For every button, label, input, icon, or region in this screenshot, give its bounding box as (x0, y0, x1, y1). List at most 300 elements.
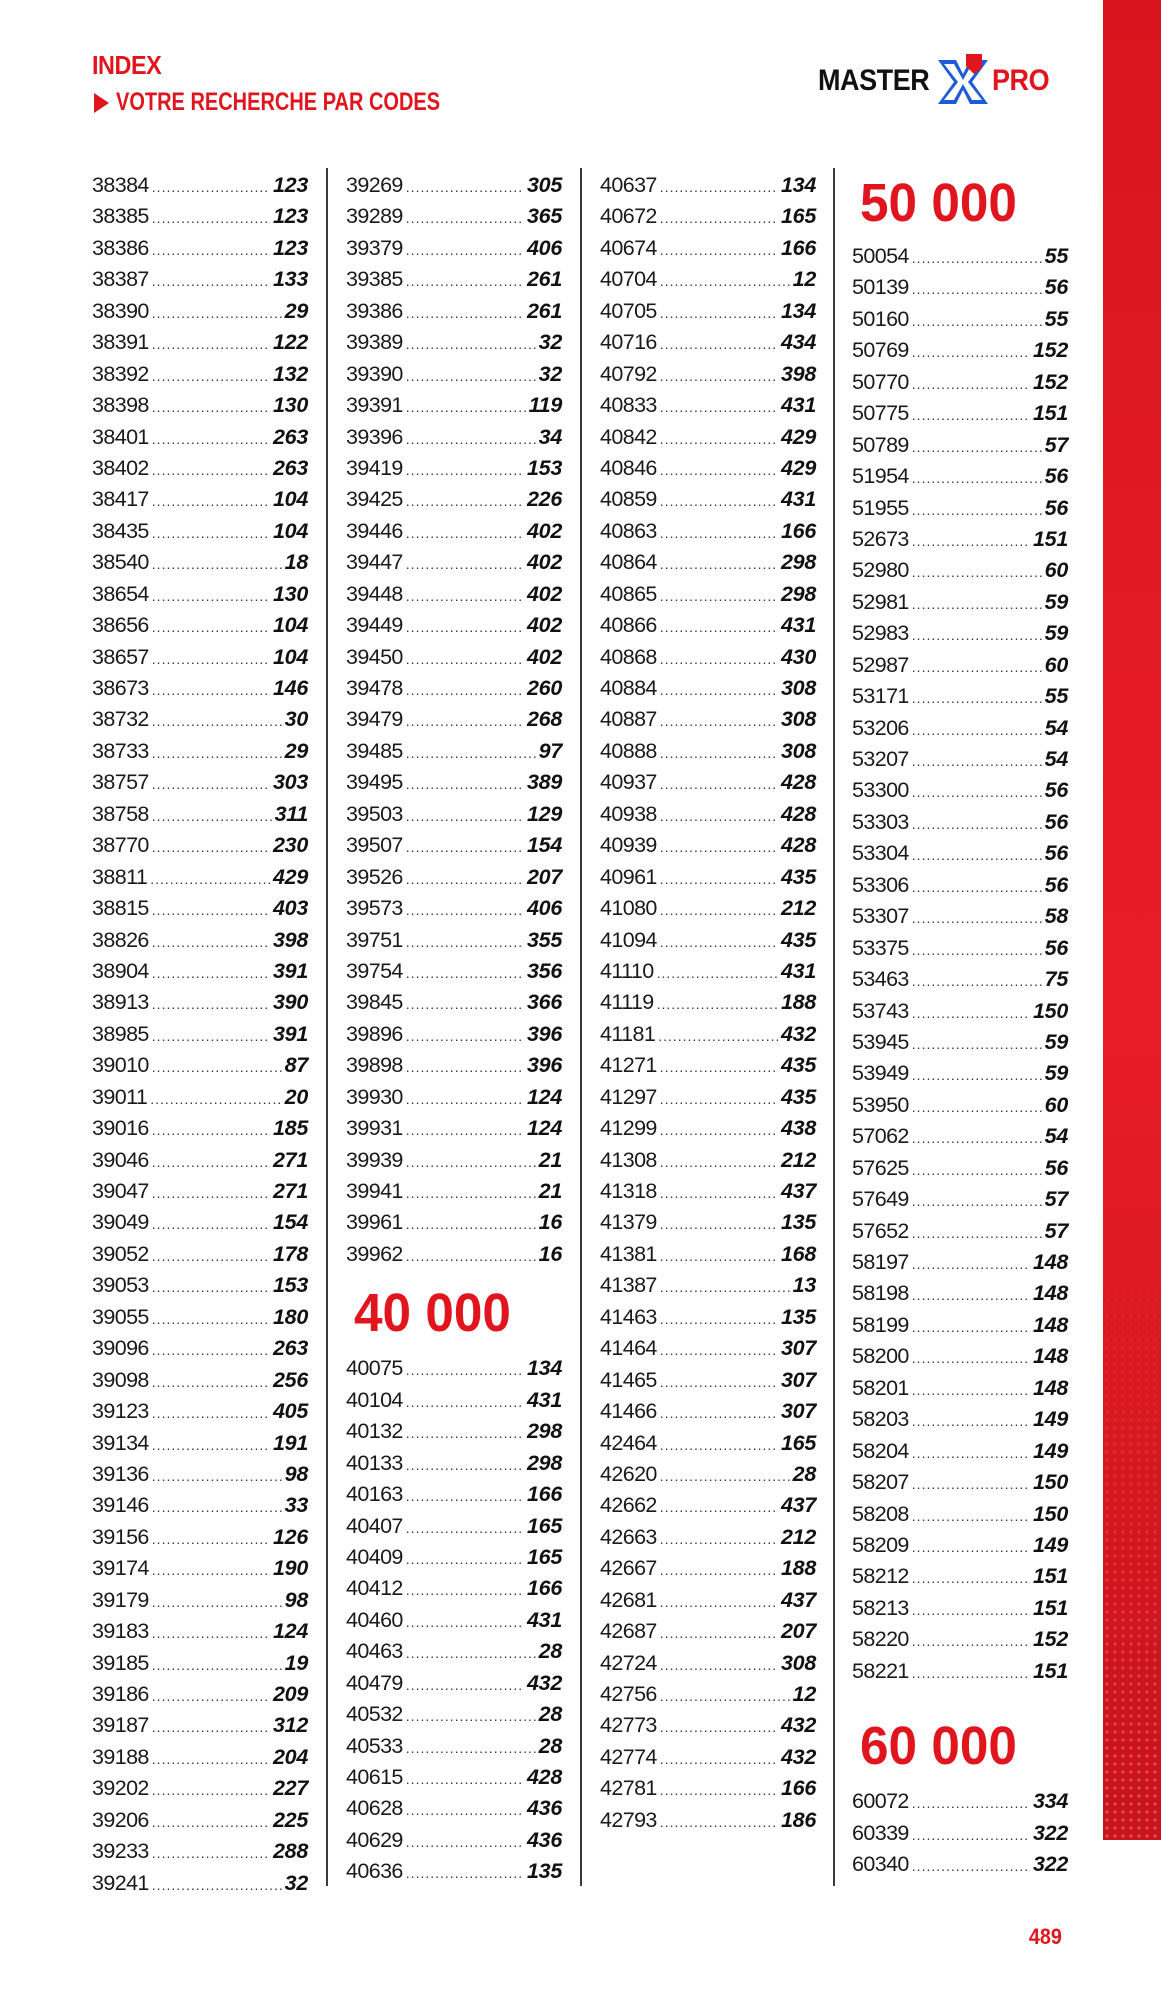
index-entry (92, 1459, 308, 1490)
index-entry (346, 422, 562, 453)
page-reference: 225 (273, 1807, 308, 1832)
page-reference: 334 (1033, 1789, 1068, 1814)
page-reference: 305 (527, 173, 562, 197)
page-reference: 18 (284, 550, 308, 575)
index-entry (852, 461, 1068, 492)
product-code: 40716 (600, 330, 657, 355)
index-entry (346, 547, 562, 578)
dot-leader (406, 424, 536, 455)
dot-leader (152, 518, 270, 549)
subtitle-text: VOTRE RECHERCHE PAR CODES (116, 88, 441, 116)
page-reference: 28 (538, 1733, 562, 1758)
index-entry (852, 618, 1068, 649)
index-entry (600, 579, 816, 610)
index-entry (346, 1353, 562, 1384)
dot-leader (660, 644, 778, 675)
product-code: 40939 (600, 833, 657, 858)
index-entry (92, 516, 308, 547)
index-entry (600, 170, 816, 201)
dot-leader (152, 1304, 270, 1335)
page-reference: 57 (1044, 1187, 1068, 1212)
product-code: 42687 (600, 1619, 657, 1644)
page-reference: 438 (781, 1116, 816, 1141)
dot-leader (912, 652, 1042, 683)
index-entry (852, 1310, 1068, 1341)
dot-leader (152, 549, 282, 580)
product-code: 38657 (92, 644, 149, 669)
page-reference: 311 (274, 801, 308, 826)
product-code: 52983 (852, 621, 909, 646)
dot-leader (406, 1241, 536, 1272)
index-entry (852, 587, 1068, 618)
dot-leader (660, 1650, 778, 1681)
dot-leader (152, 1052, 282, 1083)
dot-leader (660, 895, 778, 926)
dot-leader (912, 274, 1042, 305)
index-column-1 (92, 170, 308, 1899)
dot-leader (660, 801, 778, 832)
index-entry (852, 1436, 1068, 1467)
product-code: 41181 (600, 1021, 656, 1046)
index-entry (852, 430, 1068, 461)
index-entry (92, 1773, 308, 1804)
page-reference: 435 (781, 927, 816, 952)
page-reference: 148 (1033, 1375, 1068, 1400)
product-code: 39930 (346, 1084, 403, 1109)
play-arrow-icon (94, 93, 109, 113)
dot-leader (152, 675, 270, 706)
page-reference: 124 (273, 1619, 308, 1644)
product-code: 58208 (852, 1501, 909, 1526)
page-reference: 402 (527, 644, 562, 669)
index-entry (92, 1333, 308, 1364)
dot-leader (912, 1469, 1030, 1500)
index-entry (600, 1302, 816, 1333)
dot-leader (912, 998, 1030, 1029)
product-code: 39188 (92, 1744, 149, 1769)
dot-leader (406, 172, 524, 203)
product-code: 42773 (600, 1713, 657, 1738)
product-code: 51955 (852, 495, 909, 520)
dot-leader (406, 235, 524, 266)
dot-leader (406, 958, 524, 989)
index-entry (600, 736, 816, 767)
dot-leader (152, 738, 282, 769)
page-reference: 435 (781, 1084, 816, 1109)
section-title: INDEX (92, 50, 162, 80)
product-code: 41271 (600, 1053, 657, 1078)
page-reference: 298 (527, 1450, 562, 1475)
dot-leader (912, 589, 1042, 620)
dot-leader (152, 1492, 282, 1523)
dot-leader (152, 1241, 270, 1272)
index-entry (852, 1593, 1068, 1624)
product-code: 40407 (346, 1513, 403, 1538)
page-reference: 389 (527, 770, 562, 795)
product-code: 39507 (346, 833, 403, 858)
page-reference: 268 (527, 707, 562, 732)
index-entry (852, 1849, 1068, 1880)
index-entry (346, 1856, 562, 1887)
page-reference: 59 (1044, 1061, 1068, 1086)
product-code: 38435 (92, 518, 149, 543)
index-entry (346, 516, 562, 547)
page-number: 489 (1028, 1924, 1062, 1949)
dot-leader (406, 1764, 524, 1795)
page-reference: 59 (1044, 621, 1068, 646)
page-reference: 148 (1033, 1312, 1068, 1337)
index-entry (92, 1710, 308, 1741)
product-code: 39385 (346, 267, 403, 292)
page-reference: 391 (273, 958, 308, 983)
page-reference: 56 (1044, 935, 1068, 960)
product-code: 38417 (92, 487, 149, 512)
index-entry (346, 1511, 562, 1542)
product-code: 52673 (852, 526, 909, 551)
product-code: 53945 (852, 1029, 909, 1054)
product-code: 39098 (92, 1367, 149, 1392)
page-reference: 130 (273, 581, 308, 606)
index-entry (346, 1416, 562, 1447)
page-reference: 432 (781, 1021, 816, 1046)
index-entry (600, 1710, 816, 1741)
index-entry (346, 1385, 562, 1416)
index-entry (92, 1805, 308, 1836)
product-code: 40132 (346, 1419, 403, 1444)
product-code: 39386 (346, 298, 403, 323)
page-reference: 56 (1044, 841, 1068, 866)
product-code: 38673 (92, 676, 149, 700)
logo-x-mark-icon (936, 54, 990, 110)
page-reference: 122 (273, 330, 308, 355)
page-reference: 16 (538, 1210, 562, 1235)
page-reference: 429 (781, 424, 816, 449)
product-code: 40637 (600, 173, 657, 197)
product-code: 39055 (92, 1304, 149, 1329)
dot-leader (152, 958, 270, 989)
dot-leader (912, 1626, 1030, 1657)
index-entry (92, 1396, 308, 1427)
index-column-4 (852, 166, 1068, 1880)
page-reference: 165 (781, 1430, 816, 1455)
dot-leader (406, 1607, 524, 1638)
product-code: 40705 (600, 298, 657, 323)
page-reference: 126 (273, 1524, 308, 1549)
product-code: 39898 (346, 1053, 403, 1078)
page-reference: 168 (781, 1241, 816, 1266)
page-reference: 104 (273, 644, 308, 669)
index-entry (852, 304, 1068, 335)
product-code: 58200 (852, 1344, 909, 1369)
index-entry (600, 1490, 816, 1521)
product-code: 41318 (600, 1179, 657, 1203)
product-code: 41297 (600, 1084, 657, 1109)
product-code: 60339 (852, 1820, 909, 1845)
page-reference: 355 (527, 927, 562, 952)
page-reference: 132 (273, 361, 308, 386)
index-entry (92, 390, 308, 421)
page-reference: 13 (792, 1273, 816, 1298)
index-entry (346, 673, 562, 704)
product-code: 58204 (852, 1438, 909, 1463)
index-entry (92, 1616, 308, 1647)
dot-leader (150, 1084, 281, 1115)
dot-leader (152, 832, 270, 863)
page-reference: 437 (781, 1493, 816, 1518)
product-code: 39046 (92, 1147, 149, 1172)
page-reference: 428 (781, 801, 816, 826)
page-reference: 28 (792, 1461, 816, 1486)
index-entry (346, 704, 562, 735)
index-entry (346, 925, 562, 956)
dot-leader (152, 1115, 270, 1146)
dot-leader (660, 1084, 778, 1115)
dot-leader (912, 526, 1030, 557)
page-reference: 133 (273, 267, 308, 292)
page-reference: 307 (781, 1399, 816, 1424)
dot-leader (660, 832, 778, 863)
index-entry (852, 744, 1068, 775)
index-entry (346, 1176, 562, 1207)
index-entry (852, 367, 1068, 398)
product-code: 38904 (92, 958, 149, 983)
index-entry (852, 1818, 1068, 1849)
dot-leader (660, 329, 778, 360)
page-reference: 180 (273, 1304, 308, 1329)
page-reference: 308 (781, 707, 816, 732)
product-code: 53207 (852, 747, 909, 771)
product-code: 40961 (600, 864, 657, 889)
product-code: 39939 (346, 1147, 403, 1172)
product-code: 39448 (346, 581, 403, 606)
page-reference: 19 (284, 1650, 308, 1675)
index-entry (600, 862, 816, 893)
index-entry (852, 713, 1068, 744)
index-entry (92, 1207, 308, 1238)
index-entry (346, 359, 562, 390)
product-code: 40163 (346, 1482, 403, 1507)
product-code: 39179 (92, 1587, 149, 1612)
index-entry (92, 1239, 308, 1270)
product-code: 52980 (852, 558, 909, 583)
page-reference: 152 (1033, 369, 1068, 394)
product-code: 53743 (852, 998, 909, 1023)
page-reference: 431 (781, 958, 816, 983)
dot-leader (406, 329, 536, 360)
index-entry (346, 1542, 562, 1573)
index-entry (92, 1270, 308, 1301)
index-entry (346, 1731, 562, 1762)
index-entry (92, 1019, 308, 1050)
index-entry (852, 1153, 1068, 1184)
page-reference: 212 (781, 1147, 816, 1172)
section-heading-40000: 40 000 (354, 1283, 511, 1344)
product-code: 39495 (346, 770, 403, 795)
page-reference: 165 (527, 1544, 562, 1569)
page-reference: 124 (527, 1116, 562, 1141)
product-code: 39478 (346, 676, 403, 700)
page-reference: 428 (781, 770, 816, 795)
index-entry (600, 1050, 816, 1081)
dot-leader (660, 769, 778, 800)
dot-leader (660, 1367, 778, 1398)
product-code: 40938 (600, 801, 657, 826)
index-entry (92, 704, 308, 735)
product-code: 39049 (92, 1210, 149, 1235)
index-entry (92, 987, 308, 1018)
product-code: 40865 (600, 581, 657, 606)
page-reference: 165 (527, 1513, 562, 1538)
index-entry (92, 1302, 308, 1333)
product-code: 41466 (600, 1399, 657, 1424)
product-code: 40104 (346, 1387, 403, 1412)
page-reference: 16 (538, 1241, 562, 1266)
product-code: 40463 (346, 1639, 403, 1664)
product-code: 39479 (346, 707, 403, 732)
page-reference: 130 (273, 393, 308, 418)
page-reference: 135 (781, 1210, 816, 1235)
dot-leader (660, 1807, 778, 1838)
product-code: 50775 (852, 401, 909, 426)
product-code: 41119 (600, 990, 654, 1015)
dot-leader (152, 1744, 270, 1775)
product-code: 40460 (346, 1607, 403, 1632)
product-code: 51954 (852, 464, 909, 489)
index-entry (852, 901, 1068, 932)
index-entry (346, 893, 562, 924)
index-entry (852, 1530, 1068, 1561)
dot-leader (912, 966, 1042, 997)
product-code: 58212 (852, 1564, 909, 1589)
dot-leader (406, 1733, 536, 1764)
index-entry (600, 201, 816, 232)
dot-leader (660, 235, 778, 266)
product-code: 53307 (852, 904, 909, 929)
dot-leader (912, 1658, 1030, 1689)
page-reference: 436 (527, 1827, 562, 1852)
dot-leader (660, 1461, 790, 1492)
index-entry (852, 1373, 1068, 1404)
dot-leader (912, 369, 1030, 400)
page-reference: 288 (273, 1839, 308, 1864)
dot-leader (660, 864, 778, 895)
product-code: 39425 (346, 487, 403, 512)
index-entry (92, 862, 308, 893)
index-entry (600, 1428, 816, 1459)
page-reference: 322 (1033, 1852, 1068, 1876)
page-reference: 431 (781, 487, 816, 512)
page-reference: 151 (1033, 401, 1068, 426)
index-entry (600, 1270, 816, 1301)
page-reference: 263 (273, 455, 308, 480)
page-reference: 356 (527, 958, 562, 983)
dot-leader (152, 706, 282, 737)
dot-leader (912, 243, 1042, 274)
dot-leader (912, 1375, 1030, 1406)
product-code: 58203 (852, 1407, 909, 1432)
index-entry (92, 1648, 308, 1679)
dot-leader (152, 1838, 270, 1869)
product-code: 42793 (600, 1807, 657, 1832)
index-entry (346, 1636, 562, 1667)
index-entry (600, 1176, 816, 1207)
index-entry (852, 1027, 1068, 1058)
dot-leader (152, 1272, 270, 1303)
page-reference: 33 (284, 1493, 308, 1518)
dot-leader (912, 400, 1030, 431)
index-entry (852, 996, 1068, 1027)
dot-leader (152, 455, 270, 486)
dot-leader (912, 1029, 1042, 1060)
dot-leader (152, 1178, 270, 1209)
product-code: 53206 (852, 715, 909, 740)
product-code: 40833 (600, 393, 657, 418)
index-entry (92, 956, 308, 987)
page-reference: 98 (284, 1587, 308, 1612)
index-entry (92, 264, 308, 295)
index-entry (92, 453, 308, 484)
dot-leader (660, 549, 778, 580)
product-code: 42724 (600, 1650, 657, 1675)
product-code: 38826 (92, 927, 149, 952)
product-code: 39156 (92, 1524, 149, 1549)
dot-leader (912, 1851, 1030, 1882)
dot-leader (406, 1701, 536, 1732)
index-entry (92, 484, 308, 515)
dot-leader (912, 746, 1042, 777)
product-code: 39419 (346, 455, 403, 480)
dot-leader (152, 203, 270, 234)
dot-leader (660, 1681, 790, 1712)
product-code: 50054 (852, 244, 909, 268)
page-reference: 261 (527, 267, 562, 292)
dot-leader (152, 1430, 270, 1461)
index-entry (600, 390, 816, 421)
product-code: 39446 (346, 518, 403, 543)
dot-leader (660, 706, 778, 737)
dot-leader (660, 1398, 778, 1429)
page-reference: 256 (273, 1367, 308, 1392)
index-entry (346, 642, 562, 673)
dot-leader (912, 1501, 1030, 1532)
index-entry (600, 799, 816, 830)
page-reference: 97 (538, 738, 562, 763)
page-reference: 312 (273, 1713, 308, 1738)
dot-leader (152, 1021, 270, 1052)
product-code: 39123 (92, 1399, 149, 1424)
dot-leader (912, 432, 1042, 463)
product-code: 52987 (852, 652, 909, 677)
index-entry (92, 830, 308, 861)
index-entry (92, 736, 308, 767)
page-reference: 227 (273, 1776, 308, 1801)
product-code: 41463 (600, 1304, 657, 1329)
dot-leader (406, 1450, 524, 1481)
index-entry (92, 1113, 308, 1144)
index-entry (346, 170, 562, 201)
index-entry (600, 1648, 816, 1679)
index-entry (600, 1113, 816, 1144)
page-reference: 165 (781, 204, 816, 229)
dot-leader (406, 989, 524, 1020)
product-code: 50160 (852, 306, 909, 331)
product-code: 39931 (346, 1116, 403, 1141)
dot-leader (406, 1575, 524, 1606)
index-entry (346, 233, 562, 264)
index-entry (852, 1278, 1068, 1309)
page-reference: 190 (273, 1556, 308, 1581)
product-code: 58198 (852, 1281, 909, 1306)
